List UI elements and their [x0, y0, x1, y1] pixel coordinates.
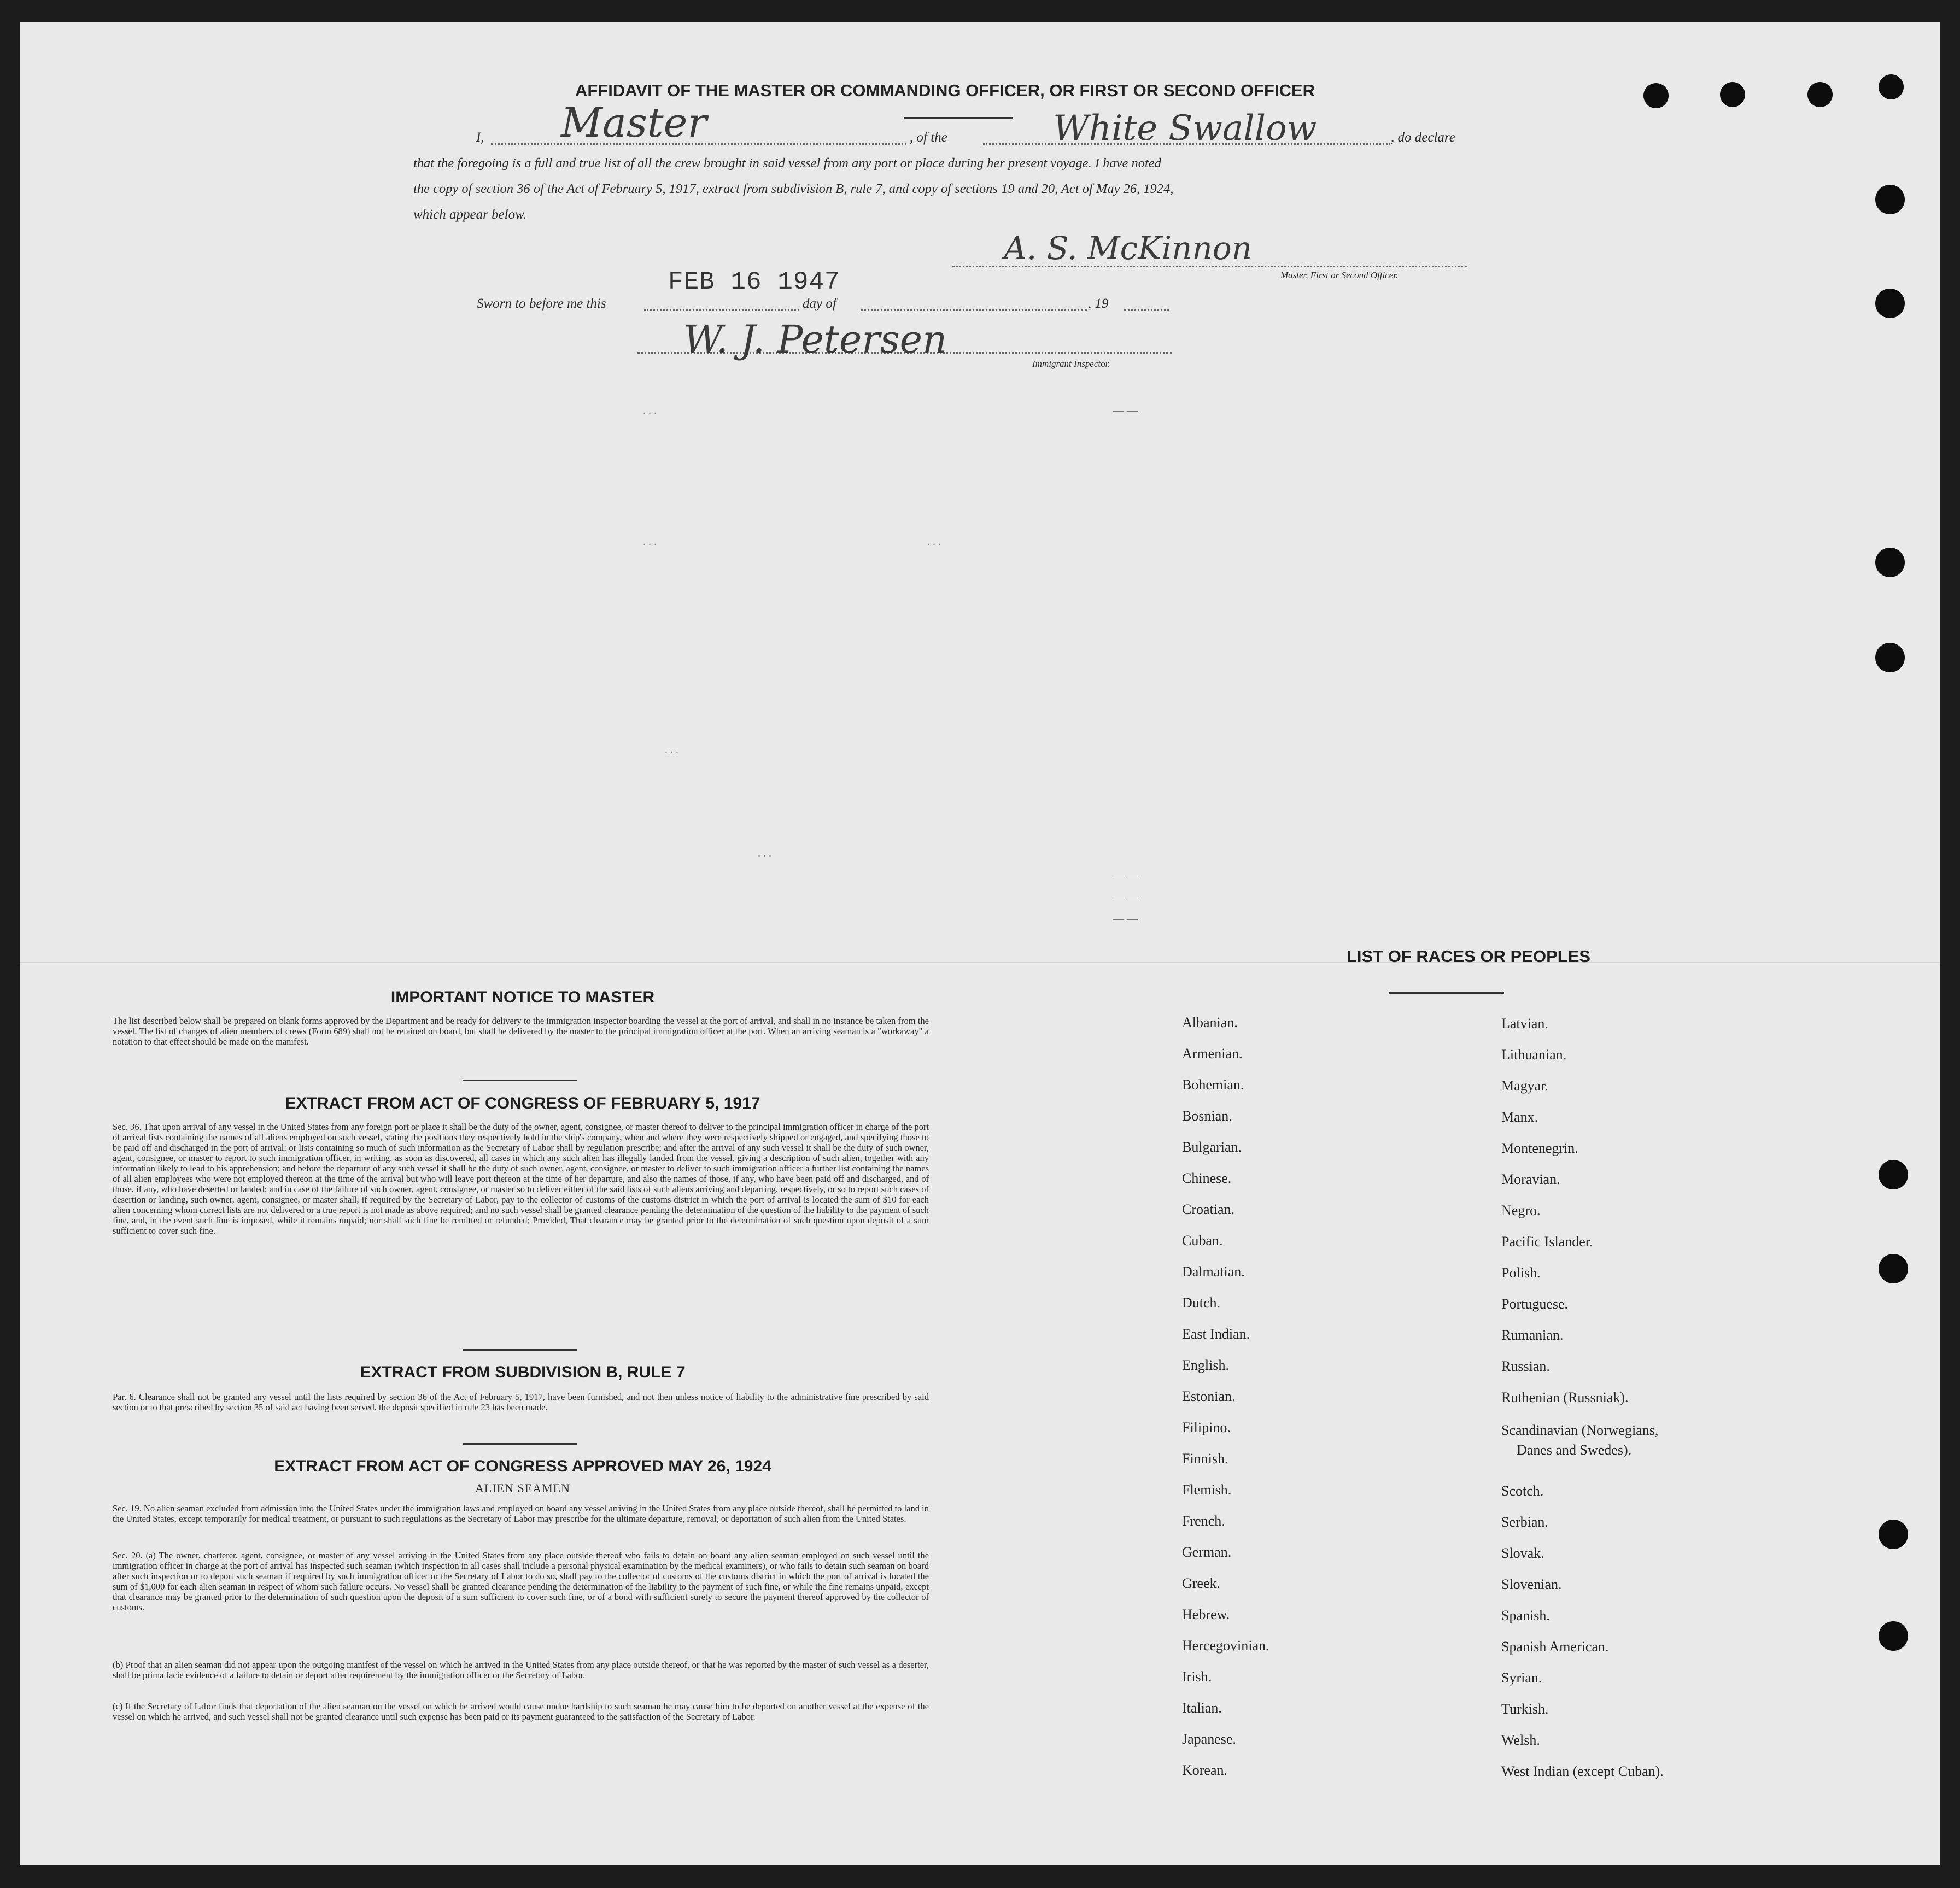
section-rule — [463, 1349, 577, 1351]
race-item: Serbian. — [1501, 1514, 1548, 1530]
notice-title: IMPORTANT NOTICE TO MASTER — [390, 988, 655, 1006]
race-item: Spanish. — [1501, 1608, 1550, 1623]
race-item: Cuban. — [1182, 1233, 1223, 1248]
punch-hole-icon — [1875, 185, 1905, 214]
race-item: Rumanian. — [1501, 1327, 1564, 1343]
faint-mark: — — — [1113, 869, 1138, 881]
affidavit-title: AFFIDAVIT OF THE MASTER OR COMMANDING OFFICER, OR FIRST OR SECOND OFFICER — [575, 81, 1315, 100]
faint-mark: . . . — [643, 536, 657, 548]
extract-rule7-body: Par. 6. Clearance shall not be granted any vessel until the lists required by section 36 of the Act of February 5, 1917, have been furnished, and not then unless notice of liability to the administrative fine prescribed by said section or to that prescribed by section 35 of said act having been served, the deposit specified in rule 23 has been made. — [113, 1392, 929, 1412]
affidavit-line-3: the copy of section 36 of the Act of February 5, 1917, extract from subdivision B, rule 7, and copy of sections 19 and 20, Act of May 26, 1924, — [413, 181, 1174, 196]
section-rule — [463, 1080, 577, 1081]
race-item: Syrian. — [1501, 1670, 1542, 1686]
race-item: Manx. — [1501, 1109, 1538, 1125]
race-item: Lithuanian. — [1501, 1047, 1567, 1063]
date-stamp: FEB 16 1947 — [668, 268, 840, 296]
month-dotted-line — [861, 309, 1087, 311]
race-item: English. — [1182, 1357, 1229, 1373]
title-rule — [904, 117, 1013, 119]
vessel-name-handwritten: White Swallow — [1053, 108, 1317, 149]
race-item: Armenian. — [1182, 1046, 1243, 1062]
master-name-handwritten: Master — [561, 99, 707, 146]
race-item: Filipino. — [1182, 1420, 1231, 1435]
punch-hole-icon — [1879, 1621, 1908, 1651]
master-signature: A. S. McKinnon — [1004, 230, 1253, 267]
notice-body: The list described below shall be prepared on blank forms approved by the Department and be ready for delivery to the immigration inspector boarding the vessel at the port of arrival, and shall in no instance be taken from the vessel. The list of changes of alien members of crews (Form 689) shall not be retained on board, but shall be delivered by the master to the principal immigration officer at the port. When an arriving seaman is a "workaway" a notation to that effect should be made on the manifest. — [113, 1016, 929, 1047]
race-item: Croatian. — [1182, 1201, 1235, 1217]
race-item: Hercegovinian. — [1182, 1638, 1269, 1654]
race-item: Russian. — [1501, 1358, 1550, 1374]
punch-hole-icon — [1879, 74, 1904, 99]
sworn-label: Sworn to before me this — [477, 296, 606, 311]
race-item: Greek. — [1182, 1575, 1221, 1591]
do-declare-label: , do declare — [1391, 130, 1455, 145]
affidavit-line-4: which appear below. — [413, 207, 527, 222]
sec20a-body: Sec. 20. (a) The owner, charterer, agent, consignee, or master of any vessel arriving in the United States from any place outside thereof who fails to detain on board any alien seaman employed on such vessel until the immigration officer in charge at the port of arrival has inspected such seaman (which inspection in all cases shall include a personal physical examination by the medical examiners), or who fails to detain such seaman on board after such inspection or to deport such seaman if required by such immigration officer or the Secretary of Labor to do so, shall pay to the collector of customs of the customs district in which the port of arrival is located the sum of $1,000 for each alien seaman in respect of whom such failure occurs. No vessel shall be granted clearance pending the determination of the liability to the payment of such fine, or while the fine remains unpaid, except that clearance may be granted prior to the determination of such question upon the deposit of a sum sufficient to cover such fine, or of a bond with sufficient surety to secure the payment thereof approved by the collector of customs. — [113, 1550, 929, 1613]
race-item: Albanian. — [1182, 1015, 1238, 1030]
race-item: Dalmatian. — [1182, 1264, 1245, 1280]
punch-hole-icon — [1879, 1254, 1908, 1283]
extract-1924-title: EXTRACT FROM ACT OF CONGRESS APPROVED MAY 26, 1924 — [274, 1457, 771, 1475]
race-item: Italian. — [1182, 1700, 1222, 1716]
faint-mark: — — — [1113, 913, 1138, 925]
alien-seamen-subtitle: ALIEN SEAMEN — [475, 1481, 570, 1495]
race-item: Slovenian. — [1501, 1576, 1562, 1592]
race-item: Latvian. — [1501, 1016, 1548, 1031]
race-item: Irish. — [1182, 1669, 1212, 1685]
race-item: Flemish. — [1182, 1482, 1232, 1498]
punch-hole-icon — [1879, 1160, 1908, 1189]
races-title: LIST OF RACES OR PEOPLES — [1346, 947, 1591, 966]
extract-rule7-title: EXTRACT FROM SUBDIVISION B, RULE 7 — [360, 1363, 686, 1381]
race-item: Portuguese. — [1501, 1296, 1569, 1312]
sec20c-body: (c) If the Secretary of Labor finds that deportation of the alien seaman on the vessel on which he arrived would cause undue hardship to such seaman he may cause him to be deported on another vessel at the expense of the vessel on which he arrived, and such vessel shall not be granted clearance until such expense has been paid or its payment guaranteed to the satisfaction of the Secretary of Labor. — [113, 1701, 929, 1722]
faint-mark: . . . — [665, 743, 678, 755]
race-item: Turkish. — [1501, 1701, 1549, 1717]
race-item: Chinese. — [1182, 1170, 1232, 1186]
affidavit-line-2: that the foregoing is a full and true list of all the crew brought in said vessel from any port or place during her present voyage. I have noted — [413, 156, 1161, 171]
race-item: Hebrew. — [1182, 1606, 1230, 1622]
race-item: Japanese. — [1182, 1731, 1236, 1747]
race-item: Danes and Swedes). — [1517, 1442, 1632, 1458]
race-item: East Indian. — [1182, 1326, 1250, 1342]
race-item: Scandinavian (Norwegians, — [1501, 1422, 1659, 1438]
race-item: West Indian (except Cuban). — [1501, 1763, 1664, 1779]
race-item: Slovak. — [1501, 1545, 1544, 1561]
race-item: Dutch. — [1182, 1295, 1221, 1311]
of-the-label: , of the — [910, 130, 947, 145]
race-item: French. — [1182, 1513, 1225, 1529]
race-item: Montenegrin. — [1501, 1140, 1578, 1156]
inspector-signature: W. J. Petersen — [683, 317, 947, 362]
i-label: I, — [476, 130, 484, 145]
sworn-day-dotted-line — [644, 309, 799, 311]
race-item: Pacific Islander. — [1501, 1234, 1593, 1250]
races-rule — [1389, 992, 1504, 994]
race-item: Estonian. — [1182, 1388, 1236, 1404]
day-of-label: day of — [803, 296, 836, 311]
punch-hole-icon — [1875, 289, 1905, 318]
race-item: Spanish American. — [1501, 1639, 1609, 1655]
race-item: Magyar. — [1501, 1078, 1548, 1094]
race-item: Bosnian. — [1182, 1108, 1232, 1124]
race-item: Bulgarian. — [1182, 1139, 1242, 1155]
faint-mark: — — — [1113, 404, 1138, 417]
punch-hole-icon — [1875, 548, 1905, 577]
race-item: Welsh. — [1501, 1732, 1540, 1748]
document-page — [20, 22, 1940, 1865]
faint-mark: . . . — [643, 404, 657, 417]
year-label: , 19 — [1088, 296, 1109, 311]
race-item: German. — [1182, 1544, 1232, 1560]
race-item: Negro. — [1501, 1203, 1541, 1218]
faint-mark: . . . — [758, 847, 771, 859]
punch-hole-icon — [1879, 1520, 1908, 1549]
master-caption: Master, First or Second Officer. — [1280, 270, 1399, 280]
race-item: Korean. — [1182, 1762, 1228, 1778]
race-item: Moravian. — [1501, 1171, 1560, 1187]
race-item: Ruthenian (Russniak). — [1501, 1389, 1629, 1405]
year-dotted-line — [1124, 309, 1169, 311]
race-item: Scotch. — [1501, 1483, 1544, 1499]
faint-mark: . . . — [927, 536, 941, 548]
extract-1917-title: EXTRACT FROM ACT OF CONGRESS OF FEBRUARY 5, 1917 — [285, 1094, 760, 1112]
faint-mark: — — — [1113, 891, 1138, 903]
sec19-body: Sec. 19. No alien seaman excluded from admission into the United States under the immigration laws and employed on board any vessel arriving in the United States from any place outside thereof, shall be permitted to land in the United States, except temporarily for medical treatment, or pursuant to such regulations as the Secretary of Labor may prescribe for the ultimate departure, removal, or deportation of such alien from the United States. — [113, 1503, 929, 1524]
sec20b-body: (b) Proof that an alien seaman did not appear upon the outgoing manifest of the vessel on which he arrived in the United States from any place outside thereof, or that he was reported by the master of such vessel as a deserter, shall be prima facie evidence of a failure to detain or deport after requirement by the immigration officer or the Secretary of Labor. — [113, 1660, 929, 1680]
extract-1917-body: Sec. 36. That upon arrival of any vessel in the United States from any foreign port or place it shall be the duty of the owner, agent, consignee, or master thereof to deliver to the principal immigration officer in charge of the port of arrival lists containing the names of all aliens employed on such vessel, stating the positions they respectively hold in the ship's company, when and where they were respectively shipped or engaged, and specifying those to be paid off and discharged in the port of arrival; or lists containing so much of such information as the Secretary of Labor shall by regulation prescribe; and after the arrival of any such vessel it shall be the duty of such owner, agent, consignee, or master to report to such immigration officer, in writing, as soon as discovered, all cases in which any such alien has illegally landed from the vessel, giving a description of such alien, together with any information likely to lead to his apprehension; and before the departure of any such vessel it shall be the duty of such owner, agent, consignee, or master to deliver to such immigration officer a further list containing the names of all alien employees who were not employed thereon at the time of the arrival but who will leave port thereon at the time of her departure, and also the names of those, if any, who have been paid off and discharged, and of those, if any, who have deserted or landed; and in case of the failure of such owner, agent, consignee, or master so to deliver either of the said lists of such aliens arriving and departing, respectively, or so to report such cases of desertion or landing, such owner, agent, consignee, or master shall, if required by the Secretary of Labor, pay to the collector of customs of the customs district in which the port of arrival is located the sum of $10 for each alien concerning whom correct lists are not delivered or a true report is not made as above required; and no such vessel shall be granted clearance pending the determination of the question of the liability to the payment of such fine, and, in the event such fine is imposed, while it remains unpaid; nor shall such fine be remitted or refunded; Provided, That clearance may be granted prior to the determination of such question upon deposit of a sum sufficient to cover such fine. — [113, 1122, 929, 1236]
race-item: Bohemian. — [1182, 1077, 1244, 1093]
inspector-caption: Immigrant Inspector. — [1032, 359, 1110, 369]
punch-hole-icon — [1875, 643, 1905, 672]
race-item: Finnish. — [1182, 1451, 1228, 1467]
race-item: Polish. — [1501, 1265, 1541, 1281]
section-rule — [463, 1443, 577, 1445]
